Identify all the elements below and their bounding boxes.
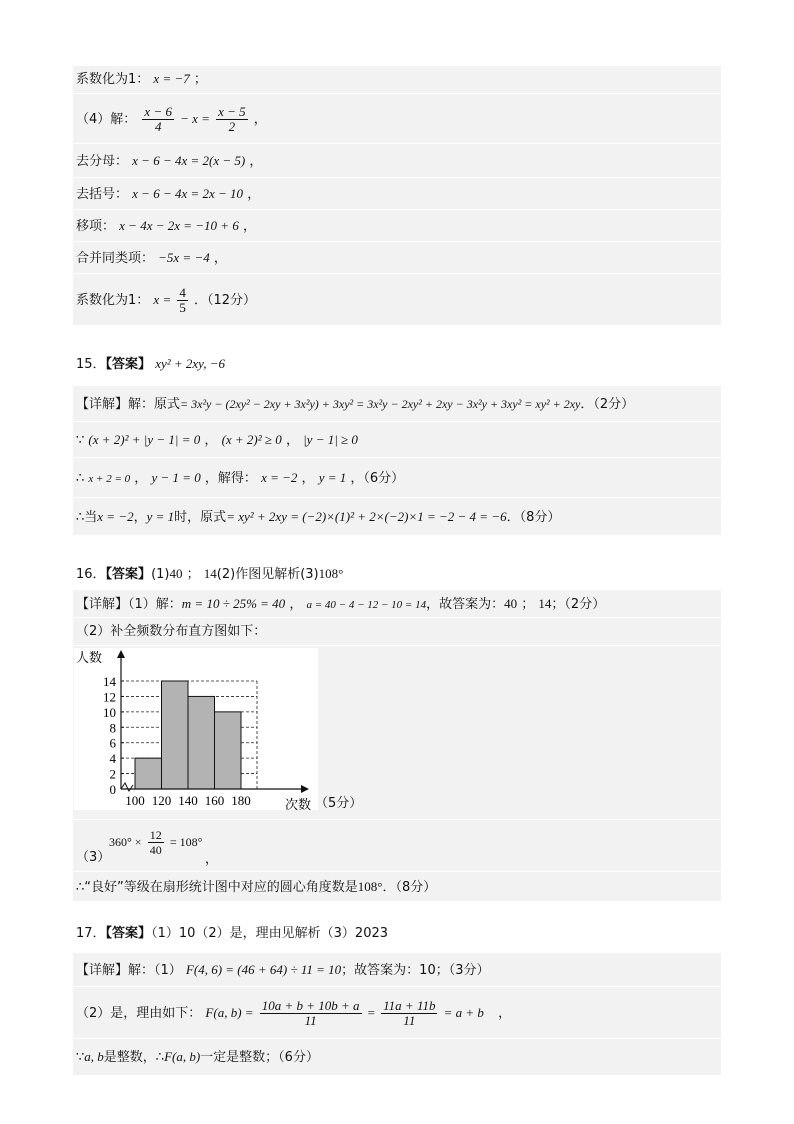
text: ； — [193, 72, 207, 87]
q14-line4 — [73, 178, 721, 210]
y-tick-label: 8 — [109, 720, 116, 736]
q15-line1 — [73, 386, 721, 422]
math: (x + 2)² + |y − 1| = 0 — [88, 432, 201, 447]
math: 108° — [357, 879, 383, 894]
math: F(a, b) = — [205, 1005, 254, 1020]
text: 移项： — [76, 219, 116, 234]
text: ， — [498, 1006, 512, 1021]
text: ．（2分） — [580, 397, 635, 412]
text: ， — [285, 433, 299, 448]
math: 14 — [203, 566, 217, 581]
answer-tag: 【答案】 — [105, 567, 152, 582]
text: 一定是整数；（6分） — [200, 1050, 319, 1065]
score: （5分） — [315, 796, 363, 811]
question-number: 15． — [76, 357, 106, 372]
numerator: x − 6 — [144, 104, 172, 119]
math: = — [367, 1005, 375, 1020]
math: (x + 2)² ≥ 0 — [221, 432, 282, 447]
q16-header — [76, 562, 343, 586]
q17-line1 — [73, 953, 721, 987]
math: x + 2 = 0 — [88, 473, 131, 485]
text: (1) — [151, 567, 170, 582]
denominator: 40 — [149, 843, 162, 857]
text: ，（6分） — [350, 471, 405, 486]
math: = a + b — [443, 1005, 484, 1020]
math: x − 6 − 4x = 2(x − 5) — [132, 153, 246, 168]
text: ， — [249, 154, 263, 169]
numerator: 11a + 11b — [383, 998, 436, 1013]
x-tick-label: 160 — [204, 793, 225, 808]
y-tick-label: 10 — [103, 704, 116, 720]
text: ， — [247, 187, 261, 202]
x-tick-label: 140 — [178, 793, 198, 808]
math: F(a, b) — [164, 1049, 201, 1064]
text: ， — [133, 510, 147, 525]
math: a, b — [84, 1049, 104, 1064]
denominator: 11 — [304, 1013, 317, 1028]
q15-header — [76, 352, 225, 376]
math: 40 — [169, 566, 183, 581]
text: ， — [205, 852, 219, 867]
numerator: 4 — [179, 285, 186, 300]
math: y = 1 — [146, 509, 175, 524]
q16-line4 — [73, 820, 721, 872]
x-axis-label: 次数 — [285, 798, 312, 810]
numerator: 12 — [149, 828, 162, 842]
text: ∵ — [76, 433, 85, 448]
histogram-bar — [188, 696, 215, 789]
q17-line3 — [73, 1039, 721, 1075]
text: ∴当 — [76, 510, 98, 525]
answer-tag: 【答案】 — [105, 357, 152, 372]
q17-header — [76, 922, 388, 946]
fraction — [260, 999, 362, 1028]
text: ．（12分） — [194, 293, 257, 308]
y-tick-label: 2 — [109, 766, 116, 782]
q14-line1 — [73, 66, 721, 94]
y-tick-label: 6 — [109, 735, 116, 751]
text: ， — [242, 219, 256, 234]
histogram-bar — [162, 681, 189, 789]
angle-formula — [109, 828, 202, 857]
numerator: 10a + b + 10b + a — [261, 998, 360, 1013]
text: ∴ — [76, 471, 85, 486]
fraction — [381, 999, 437, 1028]
denominator: 5 — [179, 300, 186, 315]
y-axis-arrow — [117, 650, 125, 658]
text: ， — [301, 471, 315, 486]
q15-line3 — [73, 458, 721, 498]
math: = 108° — [169, 835, 203, 849]
text: 【详解】（1）解： — [76, 597, 182, 612]
text: ，解得： — [204, 471, 257, 486]
histogram-bar — [215, 712, 242, 789]
text: 去分母： — [76, 154, 129, 169]
text: (2)作图见解析(3) — [216, 567, 319, 582]
y-tick-label: 12 — [103, 689, 116, 705]
q16-chart-row — [73, 646, 721, 820]
text: ．（8分） — [382, 880, 437, 895]
q15-line2 — [73, 422, 721, 458]
numerator: x − 5 — [218, 104, 246, 119]
answer-tag: 【答案】 — [105, 926, 152, 941]
q16-line2 — [73, 618, 721, 646]
q15-solution-block — [73, 386, 721, 535]
text: 合并同类项： — [76, 251, 155, 266]
text: ；故答案为：10；（3分） — [341, 963, 490, 978]
x-axis-arrow — [301, 785, 309, 793]
answer: xy² + 2xy, −6 — [155, 356, 226, 371]
math: y − 1 = 0 — [151, 470, 201, 485]
math: m = 10 ÷ 25% = 40 — [181, 596, 286, 611]
text: ， — [213, 251, 227, 266]
text: ； — [521, 597, 535, 612]
text: 【详解】解：原式 — [76, 397, 181, 412]
math: 14 — [538, 596, 552, 611]
math: x − 4x − 2x = −10 + 6 — [119, 218, 239, 233]
text: ， — [134, 471, 148, 486]
text: ∴“良好”等级在扇形统计图中对应的圆心角度数是 — [76, 880, 358, 895]
q14-line6 — [73, 242, 721, 274]
text: ， — [204, 433, 218, 448]
text: （2）是，理由如下： — [76, 1006, 202, 1021]
text: 去括号： — [76, 187, 129, 202]
q16-solution-block — [73, 590, 721, 901]
text: （4）解： — [76, 112, 137, 127]
text: ， — [253, 112, 267, 127]
y-tick-label: 14 — [103, 674, 116, 689]
fraction — [142, 105, 174, 134]
math: 40 — [504, 596, 518, 611]
text: （3） — [76, 850, 111, 865]
denominator: 2 — [228, 119, 236, 134]
x-tick-label: 180 — [231, 793, 251, 808]
question-number: 17． — [76, 926, 106, 941]
text: 时，原式 — [174, 510, 227, 525]
math: = 3x²y − (2xy² − 2xy + 3x²y) + 3xy² = 3x²y − 2xy² + 2xy − 3x²y + 3xy² = xy² + 2xy — [180, 397, 581, 411]
math: a = 40 − 4 − 12 − 10 = 14 — [306, 599, 427, 611]
math: x − 6 − 4x = 2x − 10 — [132, 186, 244, 201]
math: 360° × — [109, 835, 142, 849]
math: x = −2 — [261, 470, 298, 485]
fraction — [177, 286, 188, 315]
fraction — [148, 828, 164, 857]
fraction — [216, 105, 248, 134]
text: 是整数，∴ — [103, 1050, 165, 1065]
q17-solution-block — [73, 953, 721, 1075]
question-number: 16． — [76, 567, 106, 582]
math: − x = — [180, 111, 210, 126]
math: |y − 1| ≥ 0 — [303, 432, 358, 447]
q14-line7 — [73, 274, 721, 325]
denominator: 11 — [403, 1013, 416, 1028]
y-tick-label: 4 — [109, 751, 116, 767]
q14-solution-block — [73, 66, 721, 325]
y-tick-label: 0 — [109, 782, 116, 797]
text: ，故答案为： — [426, 597, 505, 612]
math: y = 1 — [318, 470, 347, 485]
text: （2）补全频数分布直方图如下： — [76, 624, 267, 639]
q16-line5 — [73, 872, 721, 901]
math: x = −2 — [97, 509, 134, 524]
denominator: 4 — [154, 119, 162, 134]
math: = xy² + 2xy = (−2)×(1)² + 2×(−2)×1 = −2 − 4 = −6 — [226, 509, 507, 524]
q16-line1 — [73, 590, 721, 618]
text: ； — [186, 567, 200, 582]
math: F(4, 6) = (46 + 64) ÷ 11 = 10 — [185, 962, 342, 977]
text: ．（8分） — [506, 510, 561, 525]
q14-line2 — [73, 94, 721, 144]
axis-break — [121, 783, 133, 791]
x-tick-label: 120 — [151, 793, 172, 808]
text: ∵ — [76, 1050, 85, 1065]
frequency-histogram — [74, 648, 318, 810]
text: ， — [289, 597, 303, 612]
histogram-bar — [135, 758, 162, 789]
q17-line2 — [73, 987, 721, 1039]
text: 【详解】解：（1） — [76, 963, 182, 978]
y-axis-label: 人数 — [76, 651, 103, 666]
q15-line4 — [73, 498, 721, 535]
math: x = — [153, 292, 172, 307]
answer: （1）10（2）是，理由见解析（3）2023 — [151, 926, 389, 941]
q14-line5 — [73, 210, 721, 242]
text: ；（2分） — [551, 597, 606, 612]
text: 系数化为1： — [76, 72, 150, 87]
math: 108° — [318, 566, 344, 581]
math: −5x = −4 — [158, 250, 210, 265]
x-tick-label: 100 — [125, 793, 145, 808]
text: 系数化为1： — [76, 293, 150, 308]
math: x = −7 — [153, 71, 190, 86]
q14-line3 — [73, 144, 721, 178]
